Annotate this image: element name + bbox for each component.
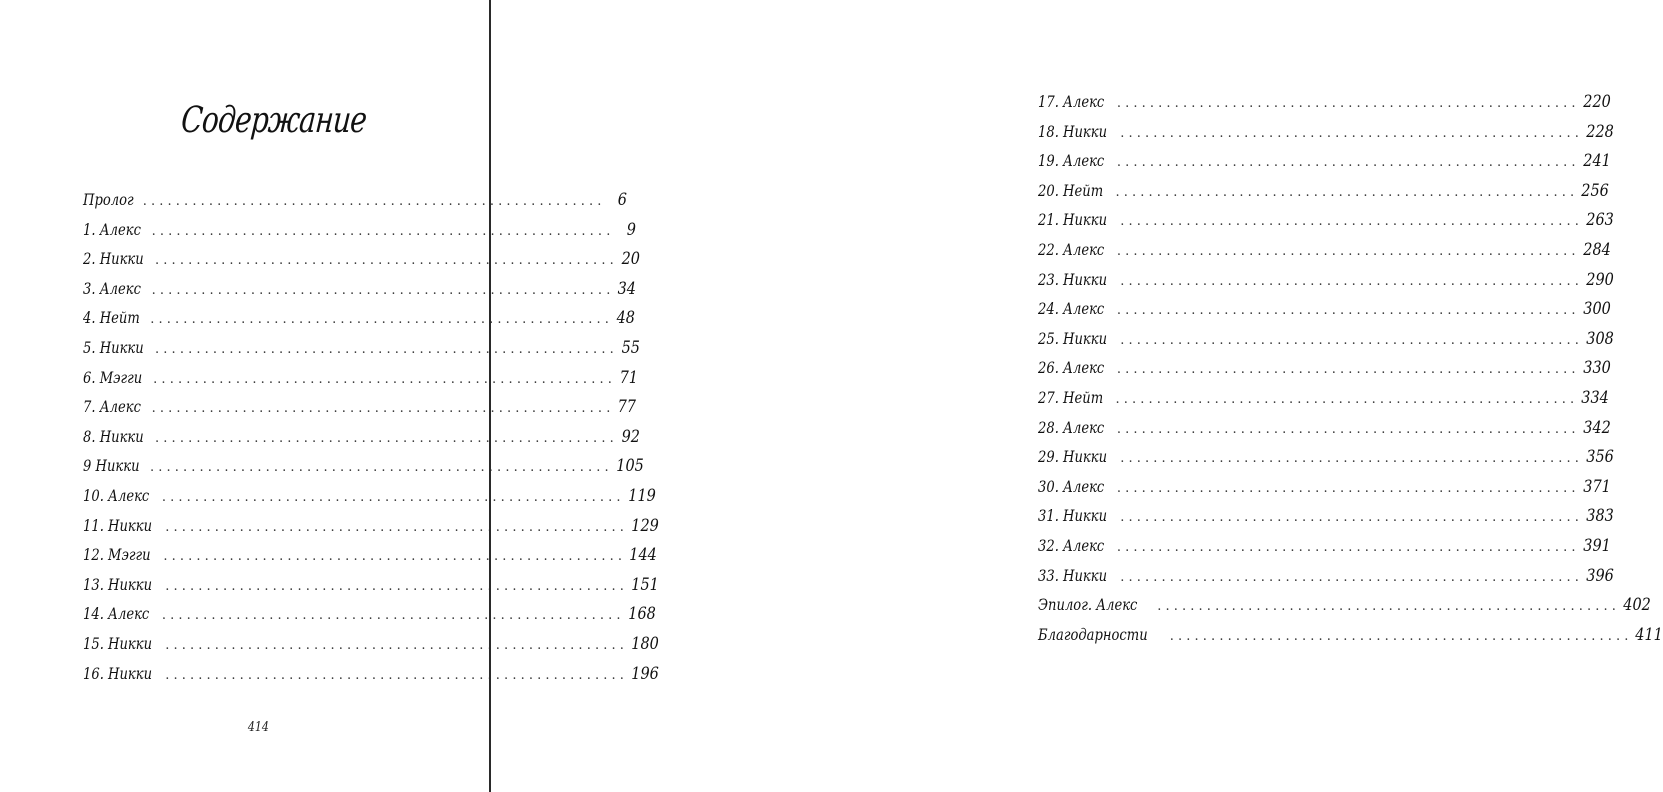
dot-leader: [1117, 244, 1576, 259]
toc-list-right: [1038, 92, 1663, 654]
toc-entry[interactable]: [83, 308, 635, 338]
page-number: 414: [247, 720, 269, 735]
toc-entry[interactable]: [1038, 121, 1614, 152]
dot-leader: [1120, 570, 1579, 585]
toc-entry-page: 263: [1586, 210, 1614, 231]
toc-entry-title: 4. Нейт: [83, 308, 140, 328]
toc-entry[interactable]: [83, 249, 640, 279]
toc-entry[interactable]: [1038, 328, 1614, 359]
toc-entry-page: 330: [1582, 358, 1611, 379]
toc-entry[interactable]: [1038, 535, 1611, 566]
toc-entry-page: 402: [1623, 595, 1651, 616]
toc-entry[interactable]: [1038, 269, 1614, 300]
toc-entry-title: 27. Нейт: [1038, 387, 1104, 407]
toc-entry-title: 6. Мэгги: [83, 367, 143, 387]
toc-entry-page: 411: [1635, 624, 1663, 645]
toc-entry-title: 14. Алекс: [83, 604, 150, 624]
toc-list-left: [83, 190, 659, 693]
toc-entry-title: Благодарности: [1038, 624, 1148, 644]
toc-entry-page: 20: [621, 249, 640, 270]
toc-entry-title: 30. Алекс: [1038, 476, 1105, 496]
toc-entry-page: 391: [1582, 535, 1611, 556]
toc-entry[interactable]: [83, 278, 637, 309]
toc-entry[interactable]: [1038, 299, 1611, 329]
dot-leader: [1120, 126, 1579, 141]
dot-leader: [1120, 451, 1579, 466]
toc-entry-page: 356: [1586, 447, 1614, 468]
toc-entry[interactable]: [1038, 506, 1614, 536]
toc-entry-page: 151: [631, 574, 659, 595]
toc-entry-title: 1. Алекс: [83, 219, 141, 239]
dot-leader: [1120, 510, 1579, 525]
toc-entry-title: 15. Никки: [83, 633, 153, 653]
toc-entry[interactable]: [1038, 565, 1614, 596]
toc-entry-title: 28. Алекс: [1038, 417, 1105, 437]
toc-entry-title: 23. Никки: [1038, 269, 1108, 289]
dot-leader: [1117, 362, 1576, 377]
toc-entry-page: 256: [1581, 180, 1610, 201]
left-page: [0, 0, 659, 792]
toc-entry-title: 7. Алекс: [83, 397, 141, 417]
toc-entry-title: 22. Алекс: [1038, 239, 1105, 259]
right-page: [491, 0, 1663, 792]
toc-entry-page: 34: [617, 278, 637, 299]
dot-leader: [1117, 96, 1576, 111]
dot-leader: [1120, 214, 1579, 229]
toc-entry[interactable]: [83, 633, 659, 664]
toc-entry-title: 10. Алекс: [83, 485, 150, 505]
toc-entry[interactable]: [1038, 417, 1611, 448]
toc-entry-page: 129: [631, 515, 659, 536]
toc-entry-page: 144: [629, 545, 657, 566]
toc-entry-page: 300: [1582, 299, 1611, 320]
dot-leader: [1115, 392, 1574, 407]
toc-entry-title: 11. Никки: [83, 515, 153, 535]
toc-entry-title: 19. Алекс: [1038, 151, 1105, 171]
toc-entry-page: 284: [1582, 239, 1611, 260]
toc-entry[interactable]: [1038, 239, 1611, 270]
toc-entry-page: 180: [631, 633, 659, 654]
toc-entry-title: 13. Никки: [83, 574, 153, 594]
toc-entry[interactable]: [83, 604, 656, 634]
toc-entry-title: 20. Нейт: [1038, 180, 1104, 200]
toc-entry[interactable]: [83, 545, 657, 575]
toc-entry-page: 9: [627, 219, 637, 240]
toc-entry-page: 228: [1586, 121, 1614, 142]
toc-entry-title: 33. Никки: [1038, 565, 1108, 585]
toc-entry[interactable]: [1038, 210, 1614, 240]
toc-entry[interactable]: [1038, 595, 1651, 625]
dot-leader: [1170, 629, 1629, 644]
dot-leader: [1120, 333, 1579, 348]
toc-entry[interactable]: [83, 397, 637, 427]
toc-entry-page: 308: [1586, 328, 1614, 349]
toc-entry-page: 342: [1582, 417, 1611, 438]
toc-entry[interactable]: [83, 190, 628, 220]
toc-entry-page: 92: [621, 426, 640, 447]
toc-entry[interactable]: [83, 456, 644, 486]
toc-entry-title: 25. Никки: [1038, 328, 1108, 348]
toc-entry-page: 48: [616, 308, 635, 329]
toc-entry-page: 119: [627, 485, 656, 506]
toc-entry-page: 55: [621, 337, 640, 358]
toc-entry-page: 334: [1581, 387, 1610, 408]
toc-entry-page: 241: [1582, 151, 1611, 172]
toc-entry[interactable]: [1038, 476, 1611, 507]
toc-entry[interactable]: [83, 485, 656, 516]
toc-entry-page: 77: [617, 397, 637, 418]
toc-entry-page: 196: [631, 663, 659, 684]
toc-entry-page: 220: [1582, 92, 1611, 112]
toc-entry[interactable]: [1038, 387, 1610, 418]
toc-entry[interactable]: [1038, 92, 1611, 122]
toc-entry[interactable]: [1038, 358, 1611, 388]
toc-entry-title: 8. Никки: [83, 426, 144, 446]
toc-entry[interactable]: [83, 219, 637, 250]
toc-entry-title: 2. Никки: [83, 249, 144, 269]
toc-entry[interactable]: [1038, 180, 1610, 211]
toc-entry-title: 21. Никки: [1038, 210, 1108, 230]
toc-entry-title: Пролог: [83, 190, 134, 209]
toc-entry-title: 5. Никки: [83, 337, 144, 357]
toc-entry-title: Эпилог. Алекс: [1038, 595, 1138, 615]
toc-entry-title: 9 Никки: [83, 456, 140, 476]
toc-entry-page: 383: [1586, 506, 1614, 527]
toc-entry-page: 168: [627, 604, 656, 625]
toc-entry[interactable]: [83, 337, 640, 368]
toc-entry[interactable]: [1038, 624, 1663, 655]
toc-entry-page: 71: [619, 367, 638, 388]
toc-entry[interactable]: [83, 367, 638, 398]
toc-entry-page: 6: [618, 190, 628, 210]
toc-entry[interactable]: [1038, 151, 1611, 181]
dot-leader: [1117, 481, 1576, 496]
toc-entry-page: 371: [1582, 476, 1611, 497]
toc-entry-page: 290: [1586, 269, 1614, 290]
toc-entry-title: 17. Алекс: [1038, 92, 1105, 111]
toc-entry[interactable]: [83, 515, 659, 546]
dot-leader: [1117, 303, 1576, 318]
toc-entry-title: 18. Никки: [1038, 121, 1108, 141]
toc-entry[interactable]: [83, 663, 659, 694]
toc-entry[interactable]: [83, 426, 640, 457]
toc-entry-page: 105: [615, 456, 644, 477]
toc-entry-title: 12. Мэгги: [83, 545, 151, 565]
toc-entry-page: 396: [1586, 565, 1614, 586]
dot-leader: [1157, 599, 1616, 614]
dot-leader: [1117, 540, 1576, 555]
toc-entry[interactable]: [83, 574, 659, 605]
toc-entry-title: 24. Алекс: [1038, 299, 1105, 319]
dot-leader: [1117, 155, 1576, 170]
contents-title: Содержание: [179, 100, 368, 141]
dot-leader: [1117, 422, 1576, 437]
toc-entry-title: 29. Никки: [1038, 447, 1108, 467]
dot-leader: [1120, 274, 1579, 289]
dot-leader: [1115, 185, 1574, 200]
toc-entry-title: 3. Алекс: [83, 278, 141, 298]
toc-entry[interactable]: [1038, 447, 1614, 477]
toc-entry-title: 16. Никки: [83, 663, 153, 683]
toc-entry-title: 26. Алекс: [1038, 358, 1105, 378]
toc-entry-title: 31. Никки: [1038, 506, 1108, 526]
toc-entry-title: 32. Алекс: [1038, 535, 1105, 555]
